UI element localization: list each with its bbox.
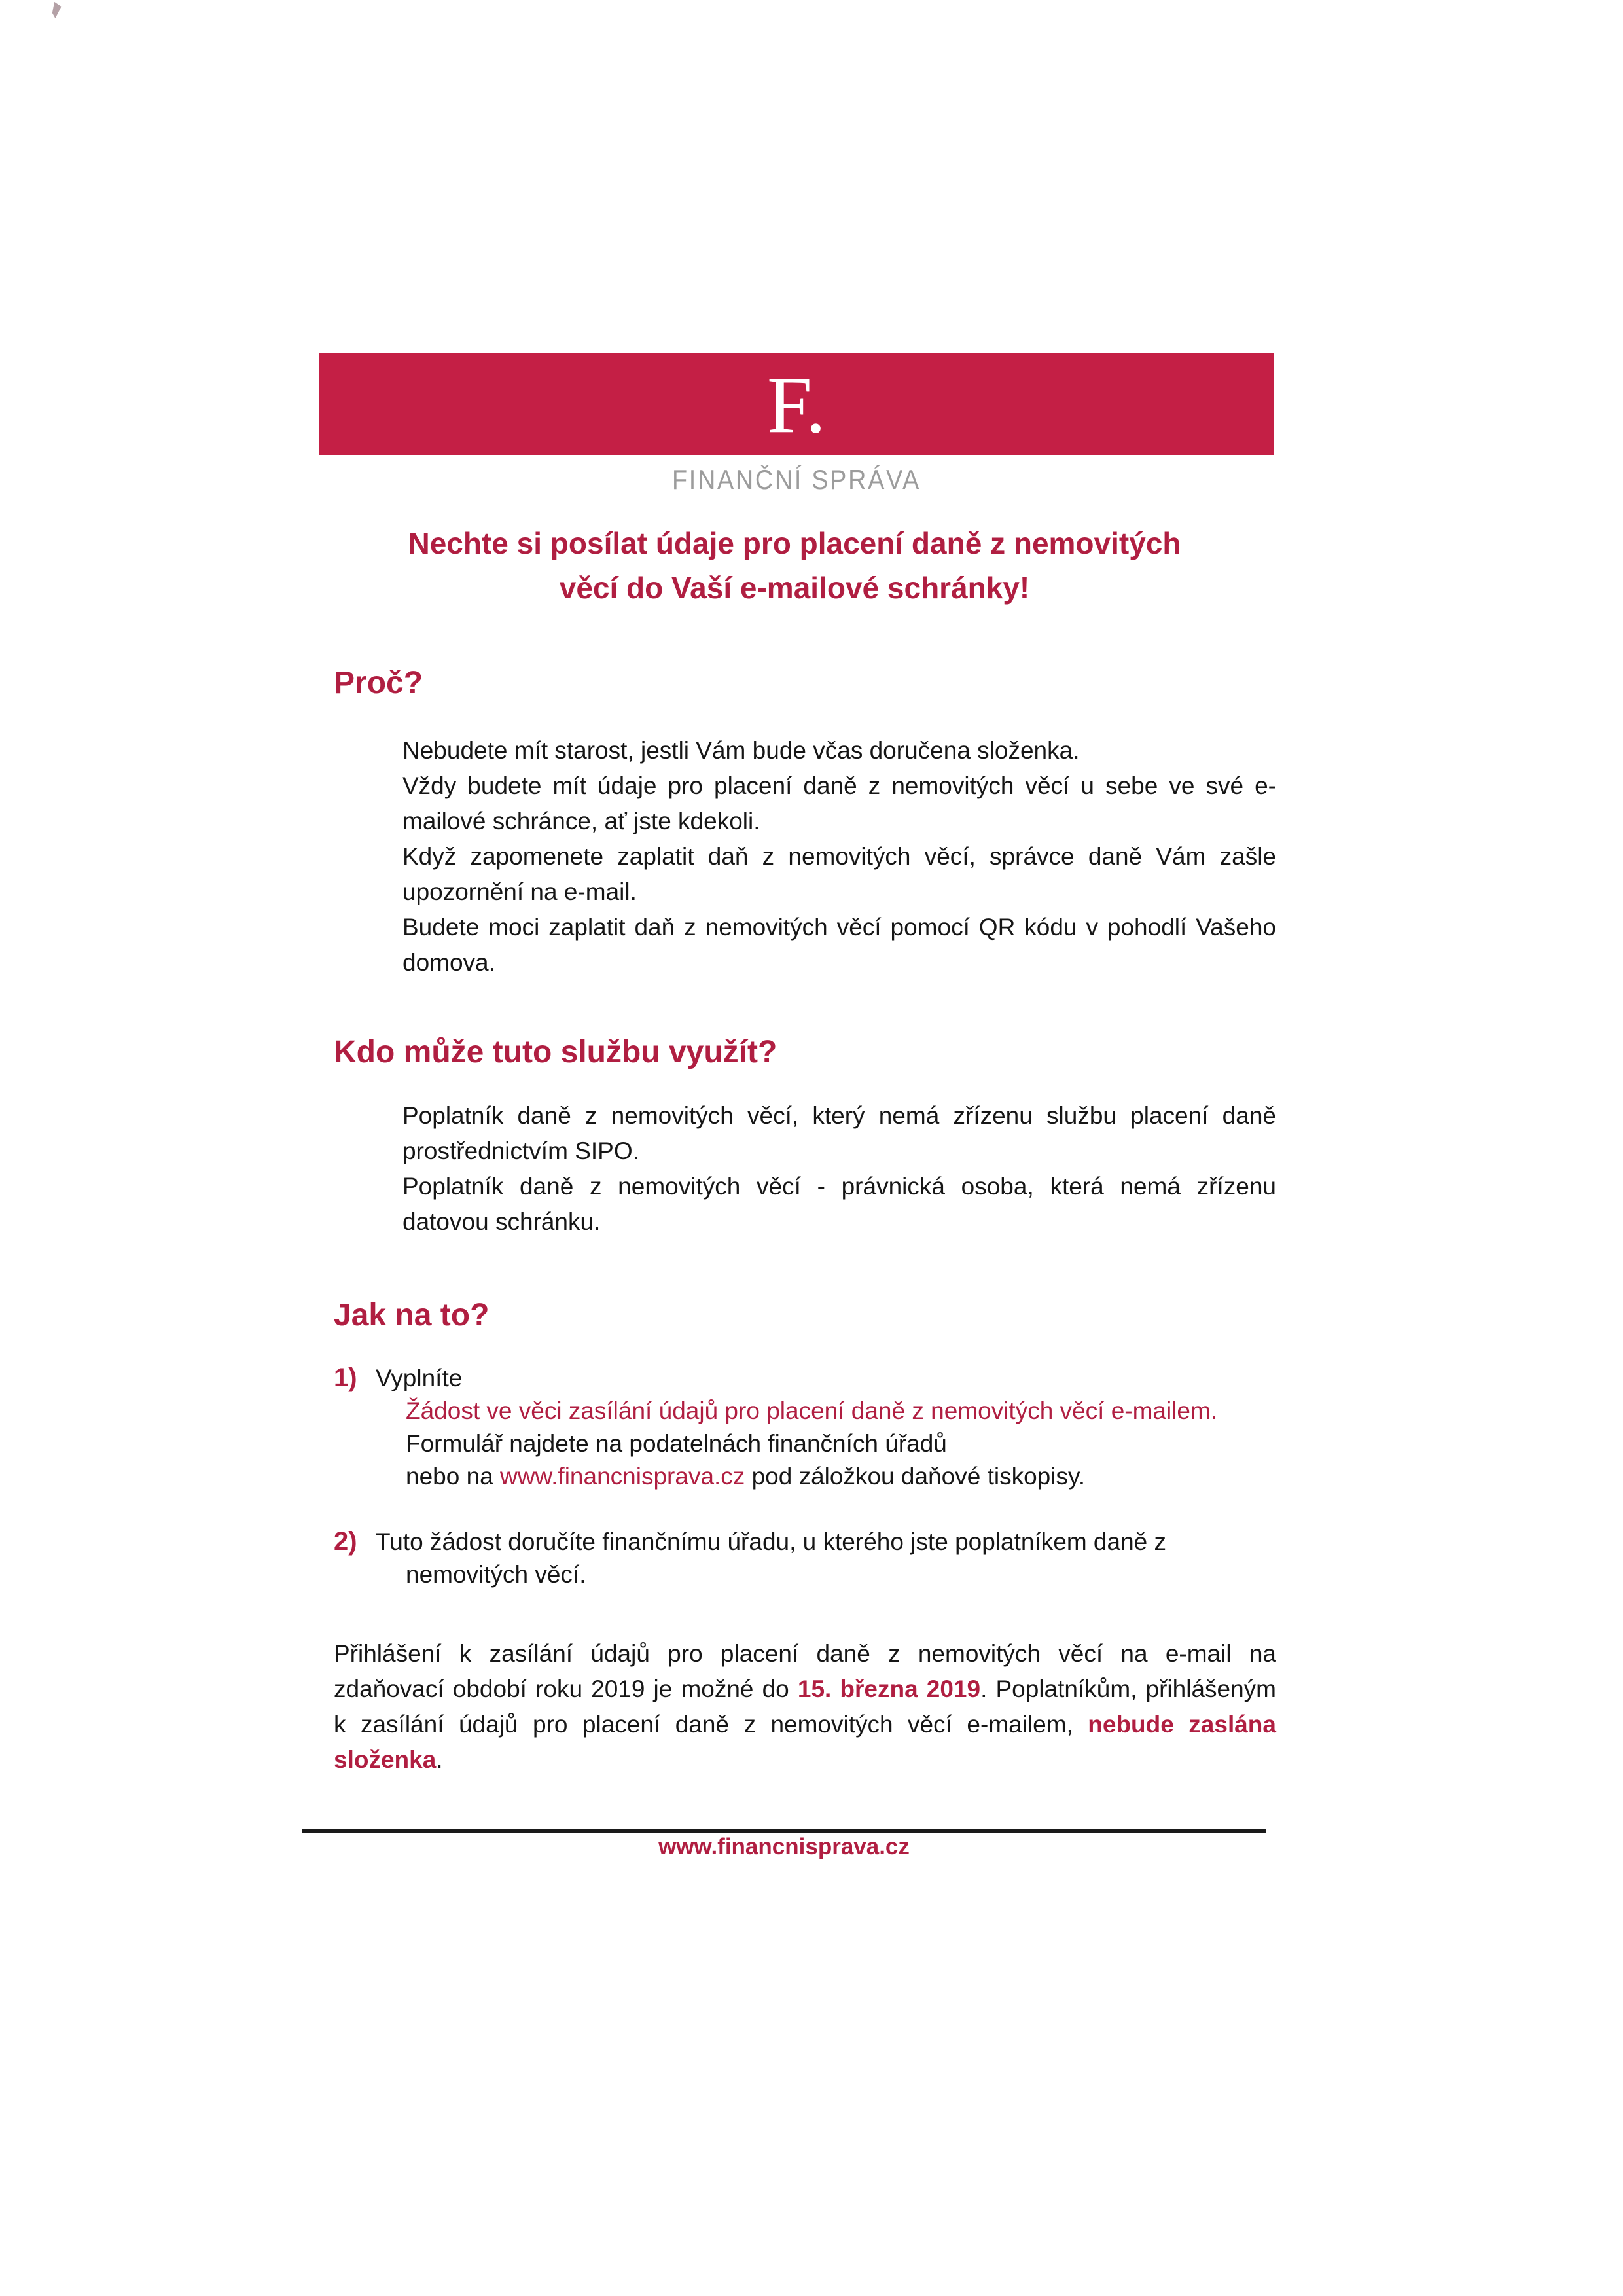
body-line: prostřednictvím SIPO.	[402, 1138, 639, 1164]
request-form-title: Žádost ve věci zasílání údajů pro placení daně z nemovitých věcí e-mailem.	[406, 1397, 1218, 1424]
body-line: Poplatník daně z nemovitých věcí, který nemá zřízenu službu placení daně	[402, 1102, 1276, 1129]
section-body-why	[402, 733, 1276, 980]
website-line-suffix: pod záložkou daňové tiskopisy.	[745, 1463, 1085, 1490]
step-2	[334, 1525, 1276, 1591]
step-1-marker: 1)	[334, 1363, 357, 1392]
section-heading-why: Proč?	[334, 666, 423, 700]
step-1-intro: Vyplníte	[376, 1365, 463, 1391]
section-heading-how: Jak na to?	[334, 1298, 490, 1333]
closing-line-4-post: .	[436, 1746, 443, 1773]
closing-line	[334, 1707, 1276, 1742]
website-line-prefix: nebo na	[406, 1463, 501, 1490]
page-title	[321, 521, 1268, 610]
section-body-who	[402, 1098, 1276, 1240]
website-line	[334, 1460, 1276, 1493]
closing-line	[334, 1742, 1276, 1778]
body-line: domova.	[402, 949, 495, 976]
logo-letter: F.	[766, 360, 827, 450]
section-heading-who: Kdo může tuto službu využít?	[334, 1035, 777, 1069]
no-slip-highlight-2: složenka	[334, 1746, 437, 1773]
body-line: upozornění na e-mail.	[402, 878, 637, 905]
closing-line: Přihlášení k zasílání údajů pro placení daně z nemovitých věcí na e-mail na	[334, 1640, 1276, 1667]
title-line-1: Nechte si posílat údaje pro placení daně z nemovitých	[408, 526, 1181, 560]
body-line: Poplatník daně z nemovitých věcí - právnická osoba, která nemá zřízenu	[402, 1173, 1276, 1200]
body-line: Když zapomenete zaplatit daň z nemovitých věcí, správce daně Vám zašle	[402, 843, 1276, 870]
closing-paragraph	[334, 1636, 1276, 1778]
website-url: www.financnisprava.cz	[500, 1463, 745, 1490]
title-line-2: věcí do Vaší e-mailové schránky!	[559, 571, 1030, 605]
closing-line-2-pre: zdaňovací období roku 2019 je možné do	[334, 1676, 798, 1702]
body-line: Budete moci zaplatit daň z nemovitých věcí pomocí QR kódu v pohodlí Vašeho	[402, 914, 1276, 941]
org-name: FINANČNÍ SPRÁVA	[671, 464, 921, 495]
step-2-marker: 2)	[334, 1527, 357, 1556]
step-2-line-1: Tuto žádost doručíte finančnímu úřadu, u kterého jste poplatníkem daně z	[376, 1528, 1167, 1555]
form-availability-line: Formulář najdete na podatelnách finančních úřadů	[406, 1430, 947, 1457]
closing-line	[334, 1672, 1276, 1707]
step-2-line-2: nemovitých věcí.	[406, 1561, 586, 1588]
scan-artifact	[50, 2, 62, 19]
step-1-intro-row	[334, 1361, 1276, 1395]
body-line: mailové schránce, ať jste kdekoli.	[402, 808, 760, 834]
body-line: Vždy budete mít údaje pro placení daně z nemovitých věcí u sebe ve své e-	[402, 772, 1276, 799]
body-line: Nebudete mít starost, jestli Vám bude včas doručena složenka.	[402, 737, 1080, 764]
no-slip-highlight: nebude zaslána	[1088, 1711, 1276, 1738]
closing-line-3-pre: k zasílání údajů pro placení daně z nemovitých věcí e-mailem,	[334, 1711, 1088, 1738]
brand-banner	[319, 353, 1274, 455]
step-1	[334, 1361, 1276, 1493]
step-2-text-row	[334, 1525, 1276, 1558]
deadline-date: 15. března 2019	[797, 1676, 981, 1702]
closing-line-2-post: . Poplatníkům, přihlášeným	[980, 1676, 1277, 1702]
footer-url: www.financnisprava.cz	[658, 1834, 910, 1859]
body-line: datovou schránku.	[402, 1208, 601, 1235]
